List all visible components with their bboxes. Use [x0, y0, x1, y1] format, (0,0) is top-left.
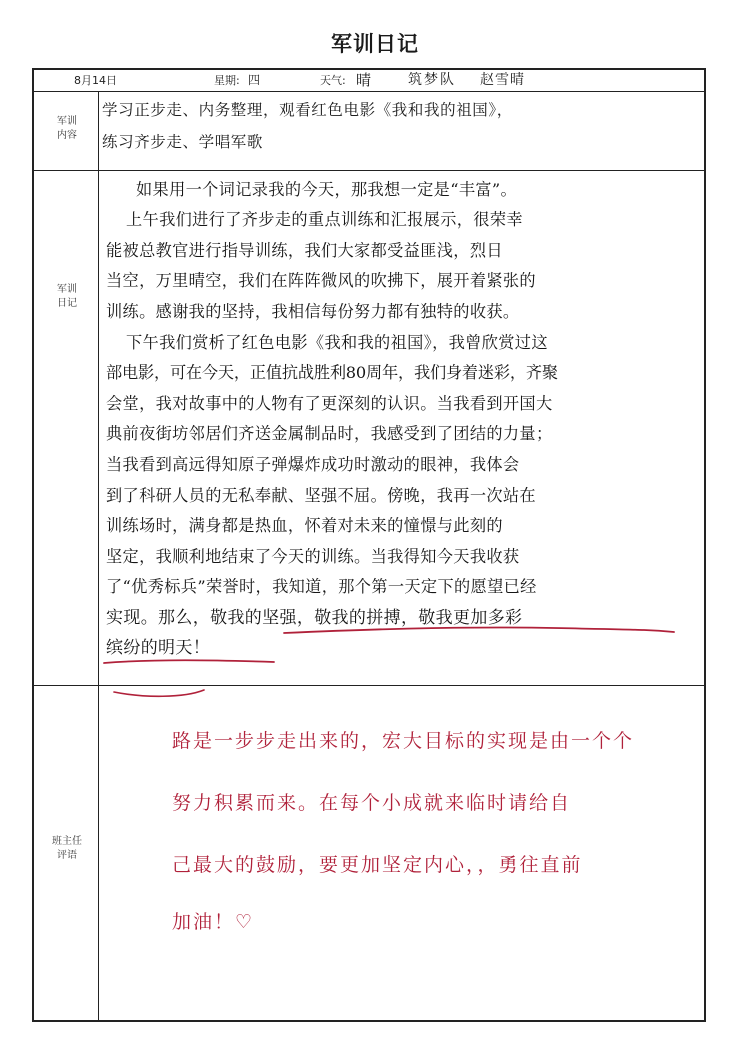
diary-line: 典前夜街坊邻居们齐送金属制品时，我感受到了团结的力量；	[106, 424, 553, 443]
teacher-comment-line: 努力积累而来。在每个小成就来临时请给自	[172, 792, 572, 814]
diary-line: 训练场时，满身都是热血，怀着对未来的憧憬与此刻的	[106, 516, 503, 535]
diary-line: 当空，万里晴空，我们在阵阵微风的吹拂下，展开着紧张的	[106, 271, 536, 290]
training-content-line: 学习正步走、内务整理，观看红色电影《我和我的祖国》，	[102, 101, 513, 119]
label-line: 军训	[57, 284, 77, 295]
diary-line: 了“优秀标兵”荣誉时，我知道，那个第一天定下的愿望已经	[106, 577, 537, 596]
diary-line: 训练。感谢我的坚持，我相信每份努力都有独特的收获。	[106, 302, 520, 321]
label-line: 军训	[57, 116, 77, 127]
diary-line: 如果用一个词记录我的今天，那我想一定是“丰富”。	[136, 180, 518, 199]
label-line: 内容	[57, 130, 77, 141]
header-row	[34, 70, 704, 91]
training-content-label	[34, 115, 100, 143]
diary-line: 坚定，我顺利地结束了今天的训练。当我得知今天我收获	[106, 547, 520, 566]
diary-form	[32, 68, 706, 1022]
divider	[34, 170, 704, 171]
label-line: 日记	[57, 298, 77, 309]
weekday-label: 星期:	[214, 74, 240, 87]
team-name: 筑梦队	[408, 72, 456, 88]
diary-line: 到了科研人员的无私奉献、坚强不屈。傍晚，我再一次站在	[106, 486, 536, 505]
diary-line: 上午我们进行了齐步走的重点训练和汇报展示，很荣幸	[126, 210, 523, 229]
label-line: 班主任	[52, 836, 82, 847]
label-line: 评语	[57, 850, 77, 861]
weekday-value: 四	[248, 73, 261, 87]
diary-line: 下午我们赏析了红色电影《我和我的祖国》，我曾欣赏过这	[126, 333, 548, 352]
teacher-comment-line: 路是一步步走出来的，宏大目标的实现是由一个个	[172, 730, 635, 752]
divider	[34, 91, 704, 92]
training-content-line: 练习齐步走、学唱军歌	[102, 133, 264, 151]
teacher-comment-label	[34, 835, 100, 863]
teacher-comment-line: 己最大的鼓励，要更加坚定内心，，勇往直前	[172, 854, 583, 876]
underline-stroke-3	[114, 690, 204, 696]
teacher-comment-line: 加油！♡	[172, 911, 255, 933]
weather-value: 晴	[356, 71, 372, 89]
diary-line: 实现。那么，敬我的坚强，敬我的拼搏，敬我更加多彩	[106, 608, 523, 628]
diary-line: 当我看到高远得知原子弹爆炸成功时激动的眼神，我体会	[106, 455, 520, 474]
column-divider	[98, 91, 99, 1020]
diary-line: 会堂，我对故事中的人物有了更深刻的认识。当我看到开国大	[106, 394, 553, 413]
divider	[34, 685, 704, 686]
weather-label: 天气:	[320, 74, 346, 87]
page-title: 军训日记	[331, 32, 419, 56]
underline-stroke-2	[104, 660, 274, 663]
date-value: 8月14日	[74, 74, 117, 87]
diary-line: 部电影，可在今天，正值抗战胜利80周年，我们身着迷彩，齐聚	[106, 363, 558, 382]
diary-line: 能被总教官进行指导训练，我们大家都受益匪浅，烈日	[106, 241, 503, 260]
author-name: 赵雪晴	[480, 72, 525, 88]
diary-line: 缤纷的明天！	[106, 638, 211, 658]
diary-label	[34, 283, 100, 311]
